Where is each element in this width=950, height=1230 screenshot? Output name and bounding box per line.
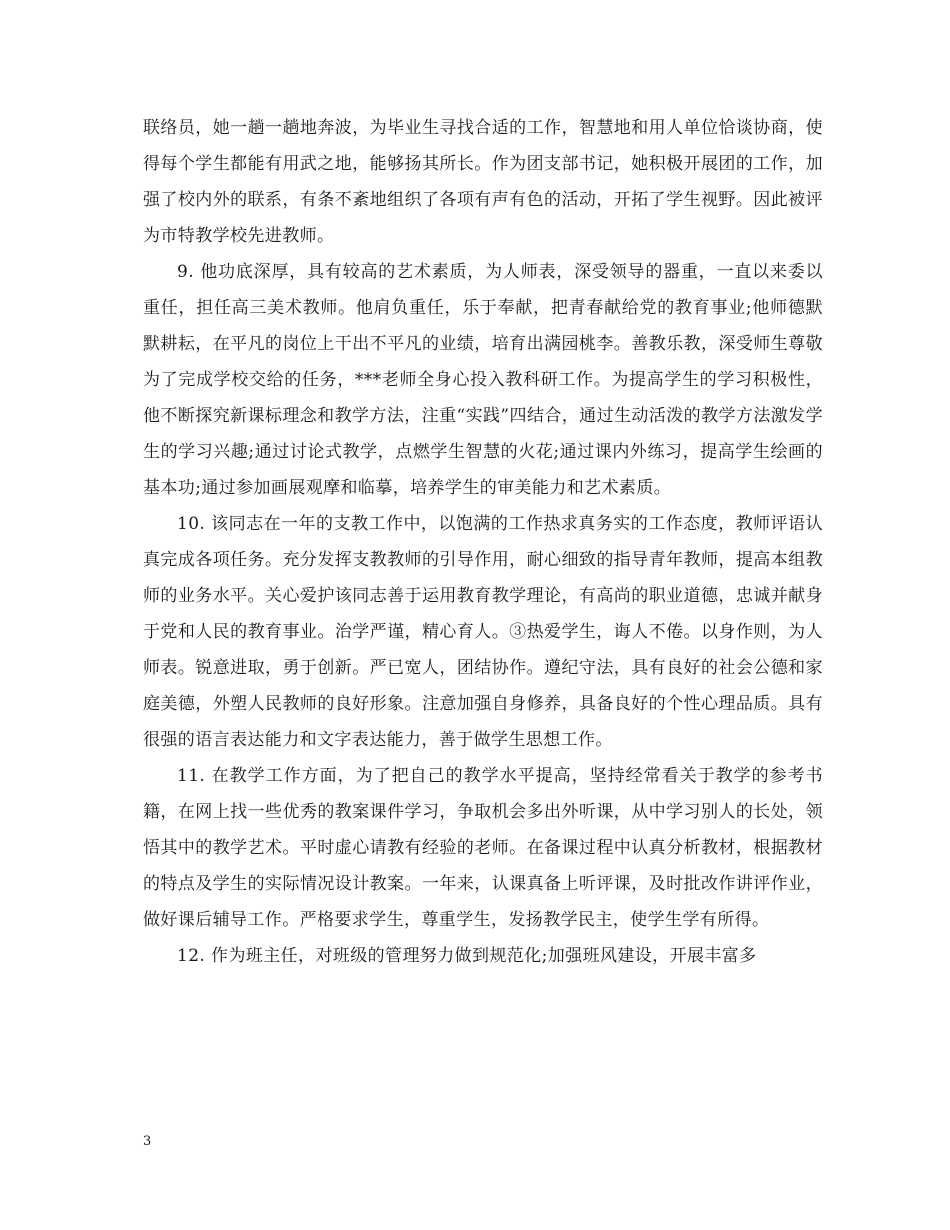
- paragraph-item-9: 9. 他功底深厚，具有较高的艺术素质，为人师表，深受领导的器重，一直以来委以重任，担任高三美术教师。他肩负重任，乐于奉献，把青春献给党的教育事业;他师德默默耕耘，在平凡的岗位上干出不平凡的业绩，培育出满园桃李。善教乐教，深受师生尊敬为了完成学校交给的任务，***老师全身心投入教科研工作。为提高学生的学习积极性，他不断探究新课标理念和教学方法，注重“实践”四结合，通过生动活泼的教学方法激发学生的学习兴趣;通过讨论式教学，点燃学生智慧的火花;通过课内外练习，提高学生绘画的基本功;通过参加画展观摩和临摹，培养学生的审美能力和艺术素质。: [143, 262, 823, 498]
- paragraph-item-10: 10. 该同志在一年的支教工作中，以饱满的工作热求真务实的工作态度，教师评语认真完成各项任务。充分发挥支教教师的引导作用，耐心细致的指导青年教师，提高本组教师的业务水平。关心爱护该同志善于运用教育教学理论，有高尚的职业道德，忠诚并献身于党和人民的教育事业。治学严谨，精心育人。③热爱学生，诲人不倦。以身作则，为人师表。锐意进取，勇于创新。严已宽人，团结协作。遵纪守法，具有良好的社会公德和家庭美德，外塑人民教师的良好形象。注意加强自身修养，具备良好的个性心理品质。具有很强的语言表达能力和文字表达能力，善于做学生思想工作。: [143, 514, 823, 750]
- paragraph-item-11: 11. 在教学工作方面，为了把自己的教学水平提高，坚持经常看关于教学的参考书籍，在网上找一些优秀的教案课件学习，争取机会多出外听课，从中学习别人的长处，领悟其中的教学艺术。平时虚心请教有经验的老师。在备课过程中认真分析教材，根据教材的特点及学生的实际情况设计教案。一年来，认课真备上听评课，及时批改作讲评作业，做好课后辅导工作。严格要求学生，尊重学生，发扬教学民主，使学生学有所得。: [143, 766, 823, 930]
- document-body: [143, 110, 823, 974]
- paragraph-continuation: 联络员，她一趟一趟地奔波，为毕业生寻找合适的工作，智慧地和用人单位恰谈协商，使得每个学生都能有用武之地，能够扬其所长。作为团支部书记，她积极开展团的工作，加强了校内外的联系，有条不紊地组织了各项有声有色的活动，开拓了学生视野。因此被评为市特教学校先进教师。: [143, 118, 823, 246]
- page-number: 3: [143, 1134, 152, 1149]
- paragraph-item-12: 12. 作为班主任，对班级的管理努力做到规范化;加强班风建设，开展丰富多: [177, 946, 757, 966]
